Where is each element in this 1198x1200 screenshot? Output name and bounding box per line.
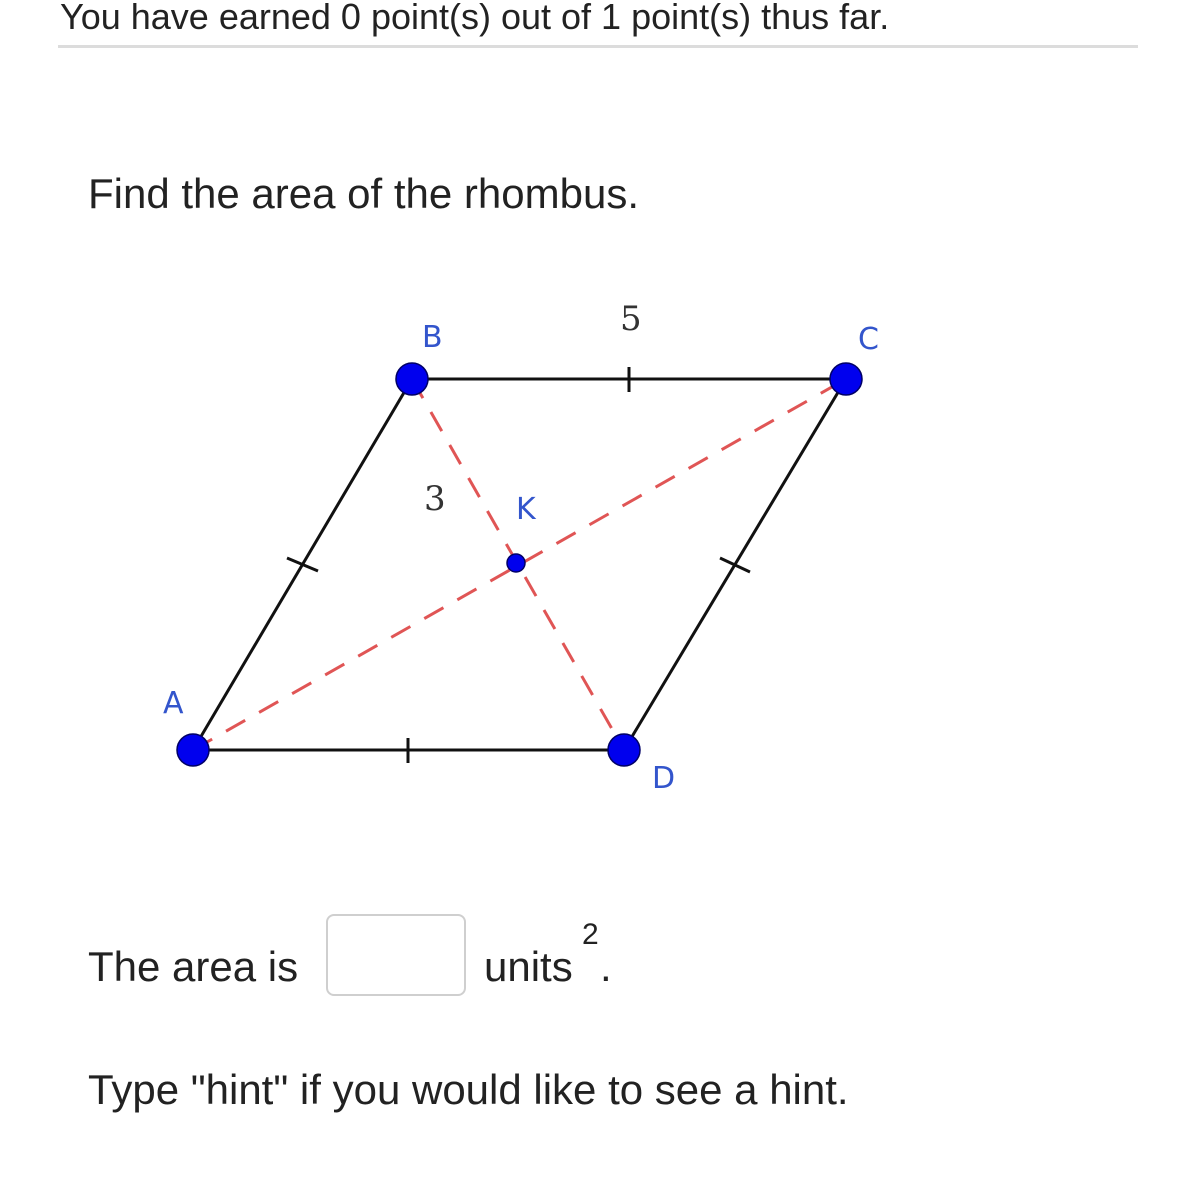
answer-prefix: The area is [88,943,299,990]
vertex-a-point [177,734,209,766]
score-status: You have earned 0 point(s) out of 1 point(s) thus far. [60,0,890,37]
answer-unit: units [484,943,573,990]
tick-ab [287,558,318,571]
rhombus-vertices [177,363,862,766]
vertex-d-point [608,734,640,766]
vertex-b-label: B [422,320,443,355]
side-length-label: 5 [620,299,642,339]
vertex-c-label: C [858,322,879,357]
vertex-b-point [396,363,428,395]
center-k-point [507,554,525,572]
vertex-a-label: A [163,686,184,721]
answer-row [88,912,788,1002]
answer-period: . [600,943,612,990]
tick-cd [720,558,750,572]
answer-unit-exponent: 2 [582,918,599,951]
half-diagonal-label: 3 [424,479,446,519]
center-k-label: K [516,492,536,527]
hint-instruction: Type "hint" if you would like to see a hint. [88,1066,849,1113]
question-prompt: Find the area of the rhombus. [88,170,639,217]
area-answer-input[interactable] [326,914,466,996]
vertex-d-label: D [652,761,676,796]
vertex-c-point [830,363,862,395]
